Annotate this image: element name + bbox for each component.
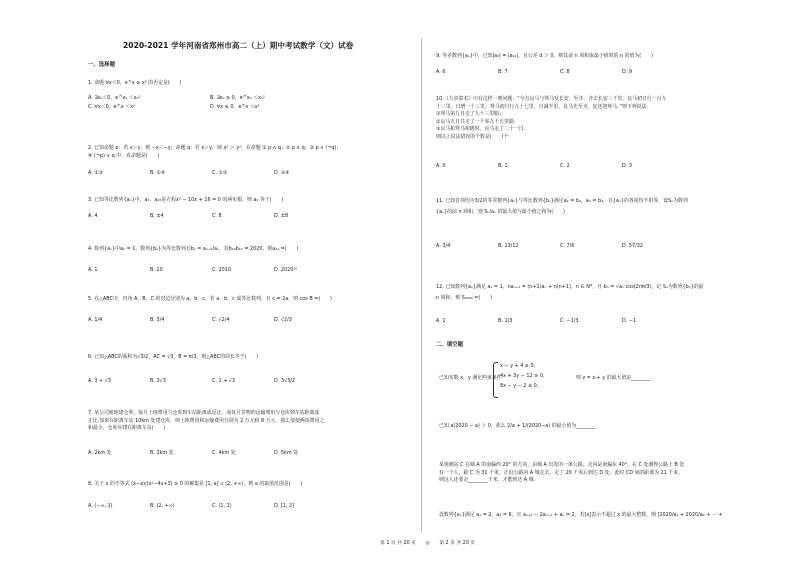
option-b: B. 7 bbox=[498, 69, 508, 75]
option-a: A. 2km 处 bbox=[88, 450, 112, 456]
column-divider bbox=[421, 38, 422, 533]
question-7-line: 7. 某公司租地建仓库，每月土地费用与仓库到车站距离成反比，而每月货物的运输费用与仓库到车站距离成 bbox=[88, 410, 320, 416]
option-d: D. ②④ bbox=[274, 170, 290, 176]
question-2-stem bbox=[88, 145, 341, 160]
option-b: B. ①④ bbox=[150, 170, 166, 176]
question-10-line: 则以上说法错误的个数是( )个 bbox=[436, 133, 509, 140]
option-a: A. 1 bbox=[88, 267, 98, 273]
footer-separator-icon: ◎ bbox=[425, 541, 430, 546]
option-b: B. (2, +∞) bbox=[150, 503, 175, 509]
page-number-left: 第 1 页 共 20 页 bbox=[380, 541, 416, 546]
option-b: B. 1 bbox=[498, 163, 508, 169]
option-a: A. ①③ bbox=[88, 170, 104, 176]
option-b: B. ∃x₀ ≥ 0，e^x₀ ＜x₀² bbox=[210, 95, 265, 101]
question-10-line: ①驽马第九日走了九十三里路； bbox=[436, 111, 504, 118]
question-11-line: 11. 已知首项均为3/2的等差数列{aₙ}与等比数列{bₙ}满足a₂ = b₂，a₄ = b₄，且{aₙ}的各项均不相等，设Sₙ为数列 bbox=[436, 198, 688, 204]
option-a: A. 3/4 bbox=[436, 243, 451, 249]
exam-title: 2020-2021 学年河南省郑州市高二（上）期中考试数学（文）试卷 bbox=[123, 41, 354, 50]
question-2-line: 2. 已知命题 p：若 x＞y，则 −x＜−y；命题 q：若 x＞y，则 x² ＞ y²，在命题 ① p ∧ q；② p ∨ q；③ p ∧ (¬q)； bbox=[88, 145, 342, 151]
option-c: C. ②③ bbox=[212, 170, 228, 176]
question-13-system bbox=[500, 361, 545, 391]
option-d: D. 3√3/2 bbox=[274, 378, 295, 384]
option-d: D. 2020¹⁰ bbox=[274, 267, 298, 273]
option-c: C. 2 bbox=[560, 163, 570, 169]
option-d: D. 57/32 bbox=[622, 243, 643, 249]
question-12-stem bbox=[436, 282, 704, 304]
question-16-stem: 设数列{aₙ}满足 a₁ = 2，a₂ = 6，且 aₙ₊₂ − 2aₙ₊₁ + aₙ = 2，若[x]表示不超过 x 的最大整数，则 [2020/a₁ + 2020/a₂ + ⋯ + bbox=[439, 512, 723, 518]
option-a: A. 6 bbox=[436, 69, 446, 75]
question-10-stem bbox=[436, 96, 666, 142]
option-a: A. 4 bbox=[88, 213, 98, 219]
page-number-right: 第 2 页 共 20 页 bbox=[439, 541, 476, 546]
option-a: A. ∃x₀＜0，e^x₀ ＜x₀² bbox=[88, 95, 141, 101]
option-b: B. 1/3 bbox=[498, 318, 513, 324]
option-a: A. 1/4 bbox=[88, 317, 103, 323]
section-heading-fill: 二、填空题 bbox=[436, 342, 463, 348]
option-d: D. 5km 处 bbox=[274, 450, 299, 456]
option-d: D. 3 bbox=[622, 163, 632, 169]
option-d: D. ±8 bbox=[274, 213, 289, 219]
question-15-stem bbox=[439, 462, 684, 485]
constraint-line: 4x + 3y − 12 ≥ 0, bbox=[500, 373, 545, 379]
question-13-pre: 已知实数 x，y 满足约束条件 bbox=[439, 375, 502, 381]
option-c: C. 8 bbox=[560, 69, 570, 75]
question-10-line: 十三里，日增一十三里；驽马初日行九十七里，日减半里，良马先至齐，复还迎驽马，”则下列说法： bbox=[436, 103, 652, 110]
option-c: C. −1/3 bbox=[560, 318, 579, 324]
option-a: A. 1 bbox=[436, 318, 446, 324]
question-3-stem: 3. 已知等比数列{aₙ}中，a₃，a₁₅是方程x² − 10x + 16 = 0 的两实根，则 a₉ 等于( ) bbox=[88, 197, 284, 203]
question-15-line: 有一个人，距 C 为 31 千米，正沿公路向 A 城走去，走了 20 千米后到达 D 处，此时 CD 间的距离为 21 千米， bbox=[439, 469, 683, 476]
option-b: B. 3km 处 bbox=[150, 450, 174, 456]
constraint-line: x − y + 4 ≥ 0, bbox=[500, 363, 536, 369]
question-6-stem: 6. 已知△ABC的面积为√3/2，AC = √3，B = π/3，则△ABC的周长等于( ) bbox=[88, 354, 259, 360]
option-c: C. 4km 处 bbox=[212, 450, 236, 456]
question-15-line: 某观测站 C 在城 A 的南偏西 20° 的方向，由城 A 出发的一条公路，走向是南偏东 40°，在 C 处测得公路上 B 处 bbox=[439, 462, 685, 468]
option-c: C. 7/6 bbox=[560, 243, 575, 249]
option-d: D. −1 bbox=[622, 318, 637, 324]
question-4-stem: 4. 数列{aₙ}中a₁ = 1，数列{bₙ}为等比数列且bₙ = aₙ₊₁/aₙ，若b₁₀b₁₁ = 2020，则a₂₁ =( ) bbox=[88, 246, 299, 252]
question-7-line: 和最小，仓库应建在距离车站( ) bbox=[88, 425, 166, 432]
option-b: B. 3√3 bbox=[150, 378, 166, 384]
question-5-stem: 5. 在△ABC中，内角 A，B，C 的对边分别为 a，b，c，若 a，b，c 成等比数列，且 c = 2a，则 cos B =( ) bbox=[88, 296, 332, 302]
question-7-stem bbox=[88, 410, 324, 433]
question-8-stem: 8. 关于 x 的不等式 (x−a)/(x²−4x+3) ≥ 0 的解集是 [1, a] ∪ (2, +∞)，则 a 的取值范围是( ) bbox=[88, 481, 303, 487]
question-11-stem bbox=[436, 196, 688, 218]
option-b: B. 13/12 bbox=[498, 243, 519, 249]
option-a: A. 3 + √3 bbox=[88, 378, 111, 384]
option-d: D. 9 bbox=[622, 69, 632, 75]
option-a: A. 0 bbox=[436, 163, 446, 169]
option-c: C. 8 bbox=[212, 213, 222, 219]
option-c: C. (1, 2) bbox=[212, 503, 232, 509]
question-2-line: ④ (¬p) ∨ q 中，真命题是( ) bbox=[88, 152, 160, 159]
question-7-line: 正比.如果在距离车站 10km 处建仓库，则土地费用和运输费用分别为 2 万元和 8 万元，那么要使两项费用之 bbox=[88, 417, 325, 424]
question-10-line: ②良马五日共走了一千零九十五里路； bbox=[436, 118, 519, 125]
page-footer bbox=[380, 539, 475, 546]
question-9-stem: 9. 等差数列{aₙ}中，已知|a₇| = |a₁₁|，且公差 d ＞ 0，则其前 n 项和取最小值时的 n 的值为( ) bbox=[436, 53, 653, 59]
question-12-line: 12. 已知数列{aₙ}满足 a₁ = 1，naₙ₊₁ = (n+1)aₙ + n(n+1)，n ∈ N*，且 bₙ = √aₙ cos(2nπ/3)，记 Sₙ为数列{bₙ}的前 bbox=[436, 284, 704, 290]
constraint-line: 8x − y − 2 ≤ 0, bbox=[500, 383, 539, 389]
question-10-line: 10.《九章算术》中有这样一则问题：“今有良马与驽马发长安，至齐，齐去长安三千里，良马初日行一百九 bbox=[436, 96, 667, 102]
option-d: D. ∀x ≥ 0，e^x ＜x² bbox=[210, 104, 260, 110]
question-1-stem: 1. 命题 ∀x＜0，e^x ≥ x² 的否定是( ) bbox=[88, 80, 182, 86]
option-b: B. 3/4 bbox=[150, 317, 165, 323]
option-c: C. 2010 bbox=[212, 267, 231, 273]
question-10-line: ③良马和驽马相遇时，良马走了二十一日. bbox=[436, 126, 526, 133]
question-15-line: 则这人还要走________千米，才能到达 A 城. bbox=[439, 477, 536, 484]
option-d: D. √2/3 bbox=[274, 317, 292, 323]
system-brace bbox=[493, 362, 498, 398]
option-c: C. √2/4 bbox=[212, 317, 230, 323]
option-b: B. ±4 bbox=[150, 213, 164, 219]
question-14-stem: 已知 a(2020 − a) ＞ 0，那么 2/a + 1/(2020−a) 的最小值为________. bbox=[439, 423, 598, 429]
option-d: D. [1, 2] bbox=[274, 503, 295, 509]
question-12-line: n 项和，则 S₂₀₀₀ =( ) bbox=[436, 295, 492, 301]
option-b: B. 20 bbox=[150, 267, 163, 273]
option-c: C. 2 + √3 bbox=[212, 378, 236, 384]
question-13-post: 则 z = x + y 的最大值是________. bbox=[576, 375, 653, 381]
option-c: C. ∀x＜0，e^x ＜x² bbox=[88, 104, 135, 110]
question-11-line: {aₙ}的前 n 项和，则 Sₙ/aₙ 的最大值与最小值之和为( ) bbox=[436, 209, 565, 215]
option-a: A. (−∞, 1) bbox=[88, 503, 113, 509]
section-heading-choice: 一、选择题 bbox=[88, 62, 115, 68]
